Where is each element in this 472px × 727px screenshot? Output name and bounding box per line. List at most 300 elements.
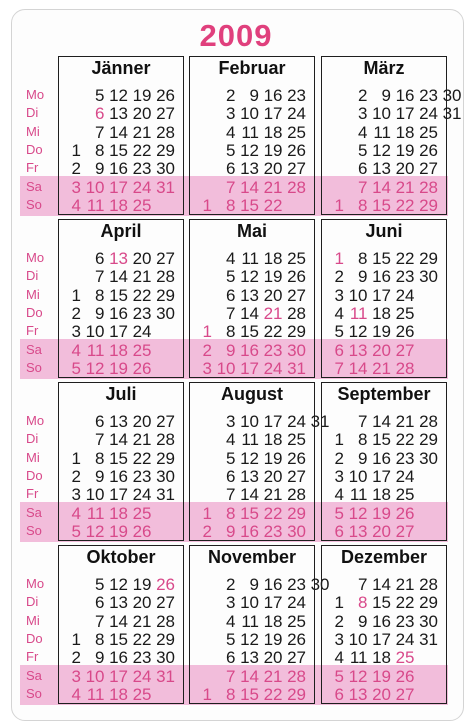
day-number: 13	[240, 648, 259, 668]
day-number: 22	[263, 322, 283, 342]
day-number: 22	[395, 430, 415, 450]
day-number: 1	[334, 249, 344, 268]
day-number: 4	[71, 195, 81, 215]
day-number: 23	[132, 159, 152, 179]
day-number: 20	[263, 466, 283, 486]
day-number: 23	[419, 86, 438, 105]
day-number: 30	[287, 340, 306, 360]
day-number: 8	[358, 249, 368, 268]
day-number: 29	[156, 140, 175, 160]
weekday-label: Sa	[26, 667, 42, 683]
day-number: 13	[348, 521, 368, 541]
day-number: 12	[109, 575, 128, 594]
day-number: 13	[109, 249, 128, 268]
weekday-label: Di	[26, 594, 39, 610]
day-number: 14	[109, 122, 128, 142]
day-number: 5	[95, 86, 105, 105]
month-name: Juli	[105, 384, 137, 404]
day-number: 15	[109, 285, 128, 305]
day-number: 3	[334, 629, 344, 649]
day-number: 30	[419, 448, 438, 468]
day-number: 12	[240, 267, 259, 287]
day-number: 5	[226, 140, 236, 160]
day-number: 26	[395, 322, 415, 342]
day-number: 21	[132, 267, 152, 287]
day-number: 7	[95, 611, 105, 631]
day-number: 24	[419, 104, 438, 124]
day-number: 16	[109, 159, 128, 179]
day-number: 22	[132, 285, 152, 305]
day-number: 18	[109, 503, 128, 523]
day-number: 14	[372, 412, 391, 431]
month-box	[321, 219, 447, 378]
day-number: 11	[241, 430, 259, 450]
day-number: 19	[132, 86, 152, 105]
day-number: 14	[240, 485, 259, 505]
day-number: 8	[226, 503, 236, 523]
month-box	[189, 56, 315, 215]
day-number: 24	[132, 485, 152, 505]
day-number: 30	[156, 159, 175, 179]
day-number: 6	[334, 521, 344, 541]
day-number: 23	[263, 521, 283, 541]
day-number: 21	[263, 485, 283, 505]
day-number: 19	[109, 358, 128, 378]
day-number: 1	[71, 629, 81, 649]
day-number: 30	[156, 648, 175, 668]
day-number: 5	[71, 521, 81, 541]
day-number: 15	[372, 249, 391, 268]
day-number: 26	[287, 629, 306, 649]
day-number: 29	[419, 593, 438, 613]
day-number: 19	[372, 666, 391, 686]
day-number: 28	[419, 412, 438, 431]
day-number: 16	[263, 575, 283, 594]
day-number: 15	[240, 195, 259, 215]
day-number: 17	[395, 104, 415, 124]
day-number: 11	[241, 249, 259, 268]
day-number: 7	[226, 666, 236, 686]
day-number: 20	[132, 104, 152, 124]
day-number: 7	[226, 177, 236, 197]
day-number: 20	[395, 159, 415, 179]
month-box	[189, 219, 315, 378]
weekday-label: Fr	[26, 649, 39, 665]
day-number: 17	[109, 177, 128, 197]
day-number: 23	[395, 611, 415, 631]
day-number: 20	[372, 340, 391, 360]
day-number: 9	[358, 611, 368, 631]
day-number: 25	[419, 122, 438, 142]
month-name: April	[100, 221, 142, 241]
day-number: 23	[395, 267, 415, 287]
day-number: 9	[95, 648, 105, 668]
day-number: 24	[395, 466, 415, 486]
day-number: 10	[348, 629, 368, 649]
day-number: 24	[287, 104, 306, 124]
day-number: 20	[372, 684, 391, 704]
day-number: 12	[372, 140, 391, 160]
day-number: 18	[263, 249, 283, 268]
day-number: 18	[109, 195, 128, 215]
day-number: 20	[263, 159, 283, 179]
day-number: 17	[372, 466, 391, 486]
day-number: 8	[226, 195, 236, 215]
day-number: 15	[372, 593, 391, 613]
day-number: 7	[95, 122, 105, 142]
month-name: Februar	[218, 58, 286, 78]
day-number: 28	[287, 485, 306, 505]
day-number: 20	[132, 593, 152, 613]
day-number: 9	[358, 267, 368, 287]
day-number: 13	[109, 412, 128, 431]
day-number: 14	[109, 430, 128, 450]
day-number: 1	[334, 593, 344, 613]
weekday-label: Do	[26, 141, 43, 157]
day-number: 9	[249, 575, 259, 594]
day-number: 13	[348, 684, 368, 704]
day-number: 13	[109, 104, 128, 124]
day-number: 1	[202, 322, 212, 342]
day-number: 28	[287, 177, 306, 197]
day-number: 11	[86, 503, 105, 523]
day-number: 20	[132, 249, 152, 268]
day-number: 3	[226, 593, 236, 613]
day-number: 18	[263, 430, 283, 450]
day-number: 27	[287, 466, 306, 486]
day-number: 25	[287, 611, 306, 631]
day-number: 29	[156, 629, 175, 649]
day-number: 26	[156, 575, 175, 594]
day-number: 28	[287, 666, 306, 686]
day-number: 21	[132, 122, 152, 142]
day-number: 30	[419, 611, 438, 631]
day-number: 8	[95, 629, 105, 649]
day-number: 27	[287, 159, 306, 179]
day-number: 12	[240, 448, 259, 468]
day-number: 19	[263, 629, 283, 649]
day-number: 17	[372, 629, 391, 649]
day-number: 29	[287, 684, 306, 704]
day-number: 27	[156, 249, 175, 268]
day-number: 19	[263, 267, 283, 287]
day-number: 30	[310, 575, 330, 594]
day-number: 4	[334, 485, 344, 505]
day-number: 31	[156, 177, 175, 197]
day-number: 2	[334, 267, 344, 287]
day-number: 4	[358, 122, 368, 142]
day-number: 24	[287, 412, 306, 431]
day-number: 28	[156, 611, 175, 631]
month-box	[58, 56, 184, 215]
day-number: 12	[348, 322, 368, 342]
day-number: 4	[226, 611, 236, 631]
day-number: 1	[71, 448, 81, 468]
weekday-label: Di	[26, 431, 39, 447]
month-name: Oktober	[86, 547, 156, 567]
day-number: 23	[132, 648, 152, 668]
day-number: 7	[226, 485, 236, 505]
day-number: 9	[381, 86, 391, 105]
day-number: 15	[240, 684, 259, 704]
day-number: 30	[287, 521, 306, 541]
day-number: 3	[71, 485, 81, 505]
day-number: 2	[71, 466, 81, 486]
day-number: 10	[216, 358, 236, 378]
day-number: 5	[226, 448, 236, 468]
day-number: 4	[226, 249, 236, 268]
day-number: 17	[263, 104, 283, 124]
day-number: 9	[358, 448, 368, 468]
day-number: 22	[132, 140, 152, 160]
day-number: 15	[109, 140, 128, 160]
month-name: März	[363, 58, 405, 78]
day-number: 25	[132, 195, 152, 215]
month-name: August	[221, 384, 283, 404]
day-number: 16	[109, 648, 128, 668]
day-number: 15	[109, 448, 128, 468]
day-number: 4	[71, 503, 81, 523]
day-number: 16	[109, 303, 128, 323]
day-number: 14	[240, 177, 259, 197]
day-number: 16	[263, 86, 283, 105]
day-number: 15	[240, 322, 259, 342]
day-number: 11	[349, 648, 368, 668]
day-number: 27	[156, 593, 175, 613]
day-number: 18	[372, 485, 391, 505]
weekday-label: Fr	[26, 486, 39, 502]
day-number: 8	[226, 322, 236, 342]
day-number: 2	[334, 611, 344, 631]
day-number: 4	[334, 303, 344, 323]
day-number: 6	[95, 593, 105, 613]
day-number: 2	[202, 340, 212, 360]
day-number: 18	[263, 611, 283, 631]
weekday-label: Sa	[26, 504, 42, 520]
day-number: 6	[95, 412, 105, 431]
day-number: 8	[226, 684, 236, 704]
month-box	[321, 56, 462, 215]
month-box	[58, 382, 184, 541]
day-number: 21	[395, 177, 415, 197]
day-number: 29	[156, 285, 175, 305]
day-number: 7	[226, 303, 236, 323]
day-number: 6	[226, 466, 236, 486]
day-number: 24	[395, 629, 415, 649]
month-box	[321, 545, 447, 704]
day-number: 14	[348, 358, 368, 378]
day-number: 24	[132, 177, 152, 197]
day-number: 24	[132, 666, 152, 686]
day-number: 27	[156, 104, 175, 124]
day-number: 3	[334, 466, 344, 486]
day-number: 10	[85, 485, 105, 505]
day-number: 17	[240, 358, 259, 378]
day-number: 17	[109, 485, 128, 505]
day-number: 8	[95, 140, 105, 160]
day-number: 12	[240, 629, 259, 649]
day-number: 26	[287, 448, 306, 468]
day-number: 3	[202, 358, 212, 378]
weekday-label: Sa	[26, 178, 42, 194]
day-number: 11	[349, 303, 368, 323]
day-number: 2	[71, 159, 81, 179]
day-number: 7	[95, 430, 105, 450]
day-number: 13	[109, 593, 128, 613]
day-number: 23	[395, 448, 415, 468]
day-number: 5	[334, 503, 344, 523]
day-number: 10	[372, 104, 391, 124]
month-name: September	[337, 384, 431, 404]
day-number: 1	[71, 140, 81, 160]
day-number: 31	[442, 104, 462, 124]
day-number: 6	[95, 249, 105, 268]
day-number: 30	[156, 303, 175, 323]
day-number: 10	[348, 285, 368, 305]
day-number: 8	[95, 285, 105, 305]
day-number: 2	[226, 86, 236, 105]
day-number: 27	[287, 648, 306, 668]
day-number: 11	[241, 122, 259, 142]
weekday-label: Fr	[26, 160, 39, 176]
day-number: 10	[348, 466, 368, 486]
weekday-label: So	[26, 196, 42, 212]
day-number: 21	[395, 575, 415, 594]
day-number: 9	[249, 86, 259, 105]
day-number: 28	[156, 430, 175, 450]
day-number: 25	[287, 122, 306, 142]
day-number: 3	[226, 412, 236, 431]
day-number: 3	[226, 104, 236, 124]
day-number: 23	[132, 466, 152, 486]
day-number: 28	[156, 122, 175, 142]
day-number: 15	[109, 629, 128, 649]
day-number: 10	[85, 322, 105, 342]
day-number: 2	[334, 448, 344, 468]
day-number: 20	[263, 648, 283, 668]
day-number: 18	[263, 122, 283, 142]
day-number: 13	[348, 340, 368, 360]
day-number: 16	[240, 340, 259, 360]
day-number: 31	[310, 412, 330, 431]
day-number: 22	[132, 629, 152, 649]
day-number: 14	[372, 177, 391, 197]
day-number: 14	[372, 575, 391, 594]
day-number: 21	[132, 430, 152, 450]
day-number: 7	[95, 267, 105, 287]
day-number: 31	[156, 485, 175, 505]
day-number: 23	[132, 303, 152, 323]
day-number: 10	[240, 104, 259, 124]
day-number: 24	[395, 285, 415, 305]
day-number: 29	[419, 249, 438, 268]
day-number: 11	[349, 485, 368, 505]
day-number: 4	[226, 122, 236, 142]
day-number: 5	[71, 358, 81, 378]
day-number: 27	[287, 285, 306, 305]
weekday-label: Mi	[26, 612, 40, 628]
day-number: 19	[372, 322, 391, 342]
day-number: 1	[334, 430, 344, 450]
day-number: 22	[132, 448, 152, 468]
day-number: 11	[373, 122, 391, 142]
day-number: 26	[419, 140, 438, 160]
day-number: 2	[202, 521, 212, 541]
day-number: 4	[226, 430, 236, 450]
month-name: November	[207, 547, 297, 567]
day-number: 5	[334, 322, 344, 342]
day-number: 26	[132, 358, 152, 378]
day-number: 15	[372, 430, 391, 450]
weekday-label: Do	[26, 630, 43, 646]
weekday-label: Do	[26, 304, 43, 320]
day-number: 31	[287, 358, 306, 378]
weekday-label: Di	[26, 268, 39, 284]
day-number: 26	[156, 86, 175, 105]
day-number: 19	[132, 575, 152, 594]
day-number: 2	[226, 575, 236, 594]
day-number: 18	[372, 648, 391, 668]
day-number: 1	[202, 503, 212, 523]
month-name: Juni	[365, 221, 403, 241]
day-number: 15	[240, 503, 259, 523]
weekday-label: Fr	[26, 323, 39, 339]
day-number: 27	[395, 684, 415, 704]
day-number: 11	[86, 684, 105, 704]
day-number: 4	[71, 340, 81, 360]
day-number: 3	[71, 666, 81, 686]
day-number: 7	[358, 575, 368, 594]
day-number: 17	[109, 666, 128, 686]
day-number: 10	[240, 593, 259, 613]
day-number: 27	[395, 340, 415, 360]
day-number: 24	[132, 322, 152, 342]
day-number: 30	[419, 267, 438, 287]
day-number: 12	[348, 503, 368, 523]
day-number: 5	[226, 267, 236, 287]
day-number: 28	[419, 575, 438, 594]
month-box	[321, 382, 447, 541]
day-number: 22	[395, 249, 415, 268]
day-number: 8	[358, 195, 368, 215]
month-name: Mai	[236, 221, 267, 241]
day-number: 16	[372, 267, 391, 287]
day-number: 26	[395, 503, 415, 523]
day-number: 25	[395, 485, 415, 505]
day-number: 28	[287, 303, 306, 323]
day-number: 25	[395, 648, 415, 668]
day-number: 14	[240, 303, 259, 323]
month-box	[189, 545, 330, 704]
day-number: 10	[85, 666, 105, 686]
day-number: 12	[109, 86, 128, 105]
day-number: 11	[86, 195, 105, 215]
day-number: 15	[372, 195, 391, 215]
weekday-label: Do	[26, 467, 43, 483]
day-number: 29	[287, 322, 306, 342]
day-number: 18	[372, 303, 391, 323]
day-number: 11	[86, 340, 105, 360]
day-number: 17	[263, 412, 283, 431]
day-number: 9	[95, 466, 105, 486]
weekday-label: Mi	[26, 123, 40, 139]
day-number: 9	[226, 521, 236, 541]
weekday-label: Mi	[26, 449, 40, 465]
weekday-label: So	[26, 522, 42, 538]
day-number: 16	[395, 86, 415, 105]
day-number: 21	[263, 303, 283, 323]
day-number: 6	[226, 648, 236, 668]
